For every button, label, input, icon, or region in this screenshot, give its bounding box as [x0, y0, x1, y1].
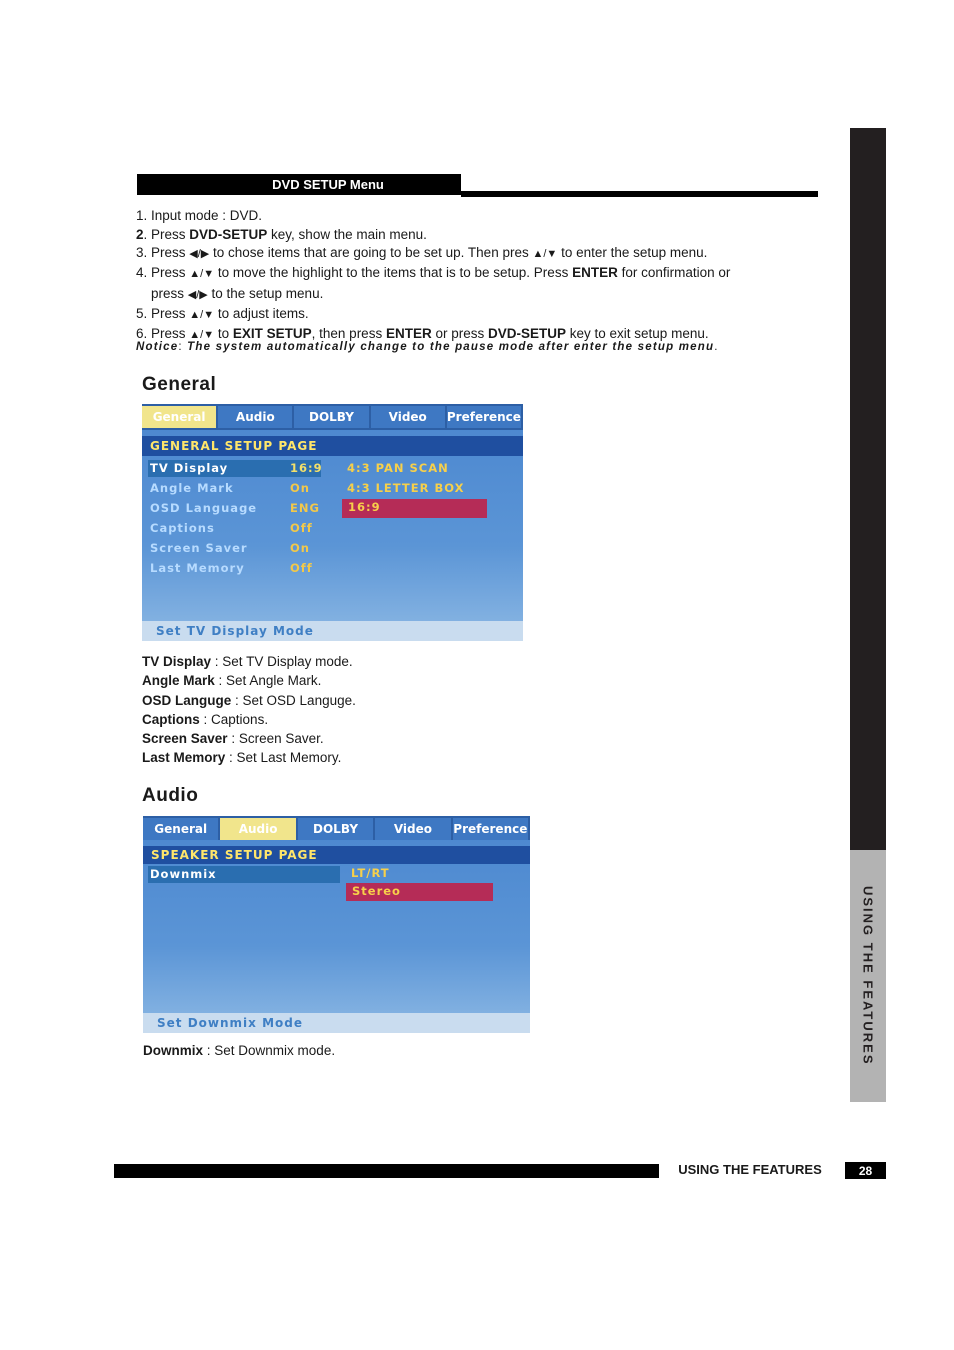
step-5: 5. Press ▲/▼ to adjust items. — [136, 305, 309, 321]
tab-preference: Preference — [453, 818, 528, 840]
menu-row-angle-mark: Angle Mark — [150, 481, 234, 495]
step-4-cont: press ◀/▶ to the setup menu. — [151, 286, 324, 301]
page-title: GENERAL SETUP PAGE — [142, 436, 523, 456]
footer-bar — [114, 1164, 659, 1178]
menu-value-screen-saver: On — [290, 541, 310, 555]
tab-preference: Preference — [447, 406, 521, 428]
desc-item: Angle Mark : Set Angle Mark. — [142, 673, 322, 689]
menu-row-screen-saver: Screen Saver — [150, 541, 248, 555]
menu-row-tv-display: TV Display 16:9 — [150, 461, 323, 475]
page-title: SPEAKER SETUP PAGE — [143, 846, 530, 864]
general-heading: General — [142, 374, 217, 395]
menu-tabs — [143, 816, 530, 840]
menu-row-last-memory: Last Memory — [150, 561, 245, 575]
audio-setup-screenshot — [143, 816, 530, 1033]
desc-item: OSD Languge : Set OSD Languge. — [142, 692, 356, 708]
menu-row-captions: Captions — [150, 521, 215, 535]
left-right-arrows-icon: ◀/▶ — [187, 289, 208, 301]
footer-section-title: USING THE FEATURES — [678, 1162, 822, 1177]
status-bar: Set Downmix Mode — [143, 1013, 530, 1033]
side-tab-label: USING THE FEATURES — [860, 886, 876, 1066]
option-pan-scan: 4:3 PAN SCAN — [347, 461, 449, 475]
menu-tabs — [142, 404, 523, 430]
audio-descriptions — [143, 1041, 335, 1060]
tab-dolby: DOLBY — [298, 818, 373, 840]
option-stereo: Stereo — [346, 883, 493, 901]
step-3: 3. Press ◀/▶ to chose items that are going to be set up. Then pres ▲/▼ to enter the setup menu. — [136, 245, 708, 260]
step-2: 2. Press DVD-SETUP key, show the main menu. — [136, 226, 427, 242]
menu-row-downmix: Downmix — [148, 866, 340, 883]
menu-value-captions: Off — [290, 521, 313, 535]
up-down-arrows-icon: ▲/▼ — [189, 267, 215, 280]
option-lt-rt: LT/RT — [351, 866, 390, 880]
instruction-list — [136, 207, 826, 345]
option-16-9: 16:9 — [342, 499, 487, 518]
desc-item: Captions : Captions. — [142, 711, 269, 727]
tab-video: Video — [371, 406, 445, 428]
notice: Notice: The system automatically change to the pause mode after enter the setup menu. — [136, 341, 719, 353]
tab-dolby: DOLBY — [294, 406, 368, 428]
tab-audio: Audio — [218, 406, 292, 428]
status-bar: Set TV Display Mode — [142, 621, 523, 641]
desc-item: Screen Saver : Screen Saver. — [142, 731, 324, 747]
menu-value-angle-mark: On — [290, 481, 310, 495]
general-setup-screenshot — [142, 404, 523, 641]
desc-item: Last Memory : Set Last Memory. — [142, 750, 342, 766]
page-number: 28 — [845, 1162, 886, 1179]
general-descriptions — [142, 652, 356, 768]
tab-audio: Audio — [220, 818, 295, 840]
tab-general: General — [142, 406, 216, 428]
section-header-title: DVD SETUP Menu — [272, 177, 384, 192]
menu-row-osd-language: OSD Language — [150, 501, 258, 515]
desc-item: Downmix : Set Downmix mode. — [143, 1043, 336, 1058]
up-down-arrows-icon: ▲/▼ — [189, 329, 215, 341]
menu-value-last-memory: Off — [290, 561, 313, 575]
left-right-arrows-icon: ◀/▶ — [189, 248, 210, 260]
tab-video: Video — [375, 818, 450, 840]
step-4: 4. Press ▲/▼ to move the highlight to the items that is to be setup. Press ENTER for confirmation or — [136, 264, 731, 280]
desc-item: TV Display : Set TV Display mode. — [142, 654, 353, 669]
menu-value-osd-language: ENG — [290, 501, 320, 515]
step-6: 6. Press ▲/▼ to EXIT SETUP, then press ENTER or press DVD-SETUP key to exit setup menu. — [136, 326, 709, 341]
up-down-arrows-icon: ▲/▼ — [532, 248, 558, 260]
option-letter-box: 4:3 LETTER BOX — [347, 481, 465, 495]
step-1: 1. Input mode : DVD. — [136, 208, 263, 223]
tab-general: General — [143, 818, 218, 840]
audio-heading: Audio — [142, 785, 199, 806]
side-tab-dark — [850, 128, 886, 850]
up-down-arrows-icon: ▲/▼ — [189, 308, 215, 321]
